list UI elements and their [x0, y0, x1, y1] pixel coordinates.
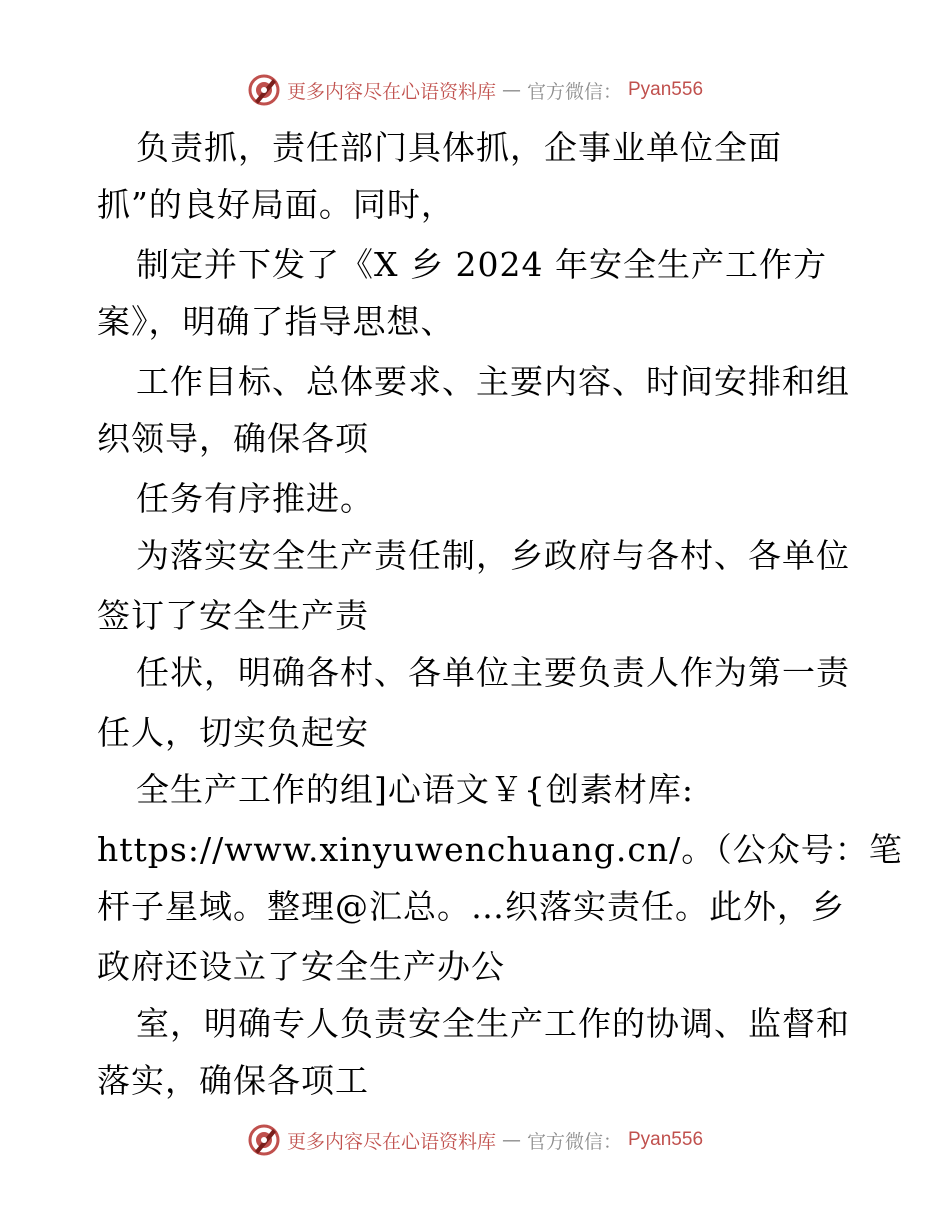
- text-line: 工作目标、总体要求、主要内容、时间安排和组: [136, 362, 850, 401]
- text-line: 任务有序推进。: [136, 479, 374, 518]
- footer-watermark: [0, 1120, 950, 1160]
- watermark-wechat-id: Pyan556: [628, 1129, 704, 1150]
- watermark-wechat-label: 官方微信：: [526, 1130, 622, 1153]
- text-line: 落实，确保各项工: [97, 1061, 369, 1100]
- text-line: 制定并下发了《X 乡 2024 年安全生产工作方: [136, 245, 827, 284]
- text-line: 杆子星域。整理@汇总。…织落实责任。此外，乡: [97, 887, 845, 926]
- text-line: 抓”的良好局面。同时，: [97, 185, 455, 224]
- watermark-main-text: 更多内容尽在心语资料库: [286, 1130, 496, 1153]
- watermark-main-text: 更多内容尽在心语资料库: [286, 80, 496, 103]
- seal-pen-icon: [247, 73, 281, 107]
- text-line: 任状，明确各村、各单位主要负责人作为第一责: [136, 653, 850, 692]
- text-line: 为落实安全生产责任制，乡政府与各村、各单位: [136, 536, 850, 575]
- watermark-wechat-id: Pyan556: [628, 79, 704, 100]
- text-line: 案》，明确了指导思想、: [97, 302, 455, 341]
- seal-pen-icon: [247, 1123, 281, 1157]
- text-line: 织领导，确保各项: [97, 419, 369, 458]
- text-line: 政府还设立了安全生产办公: [97, 947, 505, 986]
- text-line: 任人，切实负起安: [97, 713, 369, 752]
- header-watermark: [0, 70, 950, 110]
- text-line: 全生产工作的组]心语文￥{创素材库:: [136, 770, 694, 809]
- text-line: 签订了安全生产责: [97, 596, 369, 635]
- watermark-dash: —: [501, 1129, 521, 1151]
- text-line: 室，明确专人负责安全生产工作的协调、监督和: [136, 1004, 850, 1043]
- text-line: https://www.xinyuwenchuang.cn/。（公众号：笔: [97, 830, 903, 869]
- watermark-wechat-label: 官方微信：: [526, 80, 622, 103]
- watermark-dash: —: [501, 79, 521, 101]
- text-line: 负责抓，责任部门具体抓，企事业单位全面: [136, 128, 782, 167]
